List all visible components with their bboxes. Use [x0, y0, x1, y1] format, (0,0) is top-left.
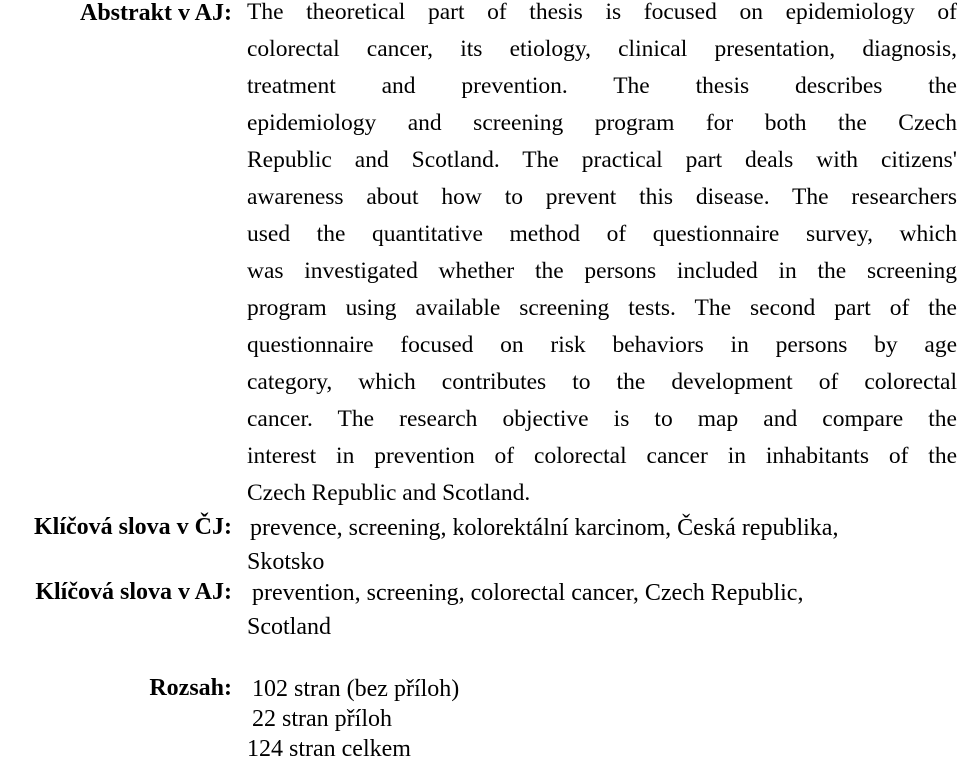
extent-line: 22 stran příloh	[252, 706, 392, 732]
keywords-en-text	[247, 576, 960, 644]
extent-line: 124 stran celkem	[247, 736, 411, 762]
abstract-line: program using available screening tests. The second part of the	[247, 295, 957, 321]
keywords-en-label: Klíčová slova v AJ:	[35, 579, 232, 605]
keywords-en-line: prevention, screening, colorectal cancer, Czech Republic,	[252, 580, 804, 606]
abstract-line: awareness about how to prevent this disease. The researchers	[247, 184, 957, 210]
abstract-line: treatment and prevention. The thesis describes the	[247, 73, 957, 99]
abstract-text	[247, 0, 957, 512]
keywords-cz-line: Skotsko	[247, 549, 325, 575]
keywords-cz-label: Klíčová slova v ČJ:	[34, 514, 232, 540]
abstract-line: was investigated whether the persons included in the screening	[247, 258, 957, 284]
abstract-line: cancer. The research objective is to map and compare the	[247, 406, 957, 432]
keywords-cz-text	[247, 511, 960, 579]
extent-label: Rozsah:	[149, 675, 232, 701]
abstract-line: used the quantitative method of questionnaire survey, which	[247, 221, 957, 247]
abstract-line: questionnaire focused on risk behaviors in persons by age	[247, 332, 957, 358]
abstract-line: Republic and Scotland. The practical part deals with citizens'	[247, 147, 957, 173]
abstract-line: epidemiology and screening program for both the Czech	[247, 110, 957, 136]
extent-text	[247, 674, 960, 764]
abstract-line: category, which contributes to the development of colorectal	[247, 369, 957, 395]
abstract-line: colorectal cancer, its etiology, clinical presentation, diagnosis,	[247, 36, 957, 62]
keywords-cz-line: prevence, screening, kolorektální karcinom, Česká republika,	[250, 515, 839, 541]
abstract-line: Czech Republic and Scotland.	[247, 480, 531, 506]
abstract-line: interest in prevention of colorectal cancer in inhabitants of the	[247, 443, 957, 469]
abstract-line: The theoretical part of thesis is focused on epidemiology of	[247, 0, 957, 25]
abstract-label: Abstrakt v AJ:	[79, 0, 232, 26]
keywords-en-line: Scotland	[247, 614, 331, 640]
extent-line: 102 stran (bez příloh)	[252, 676, 460, 702]
